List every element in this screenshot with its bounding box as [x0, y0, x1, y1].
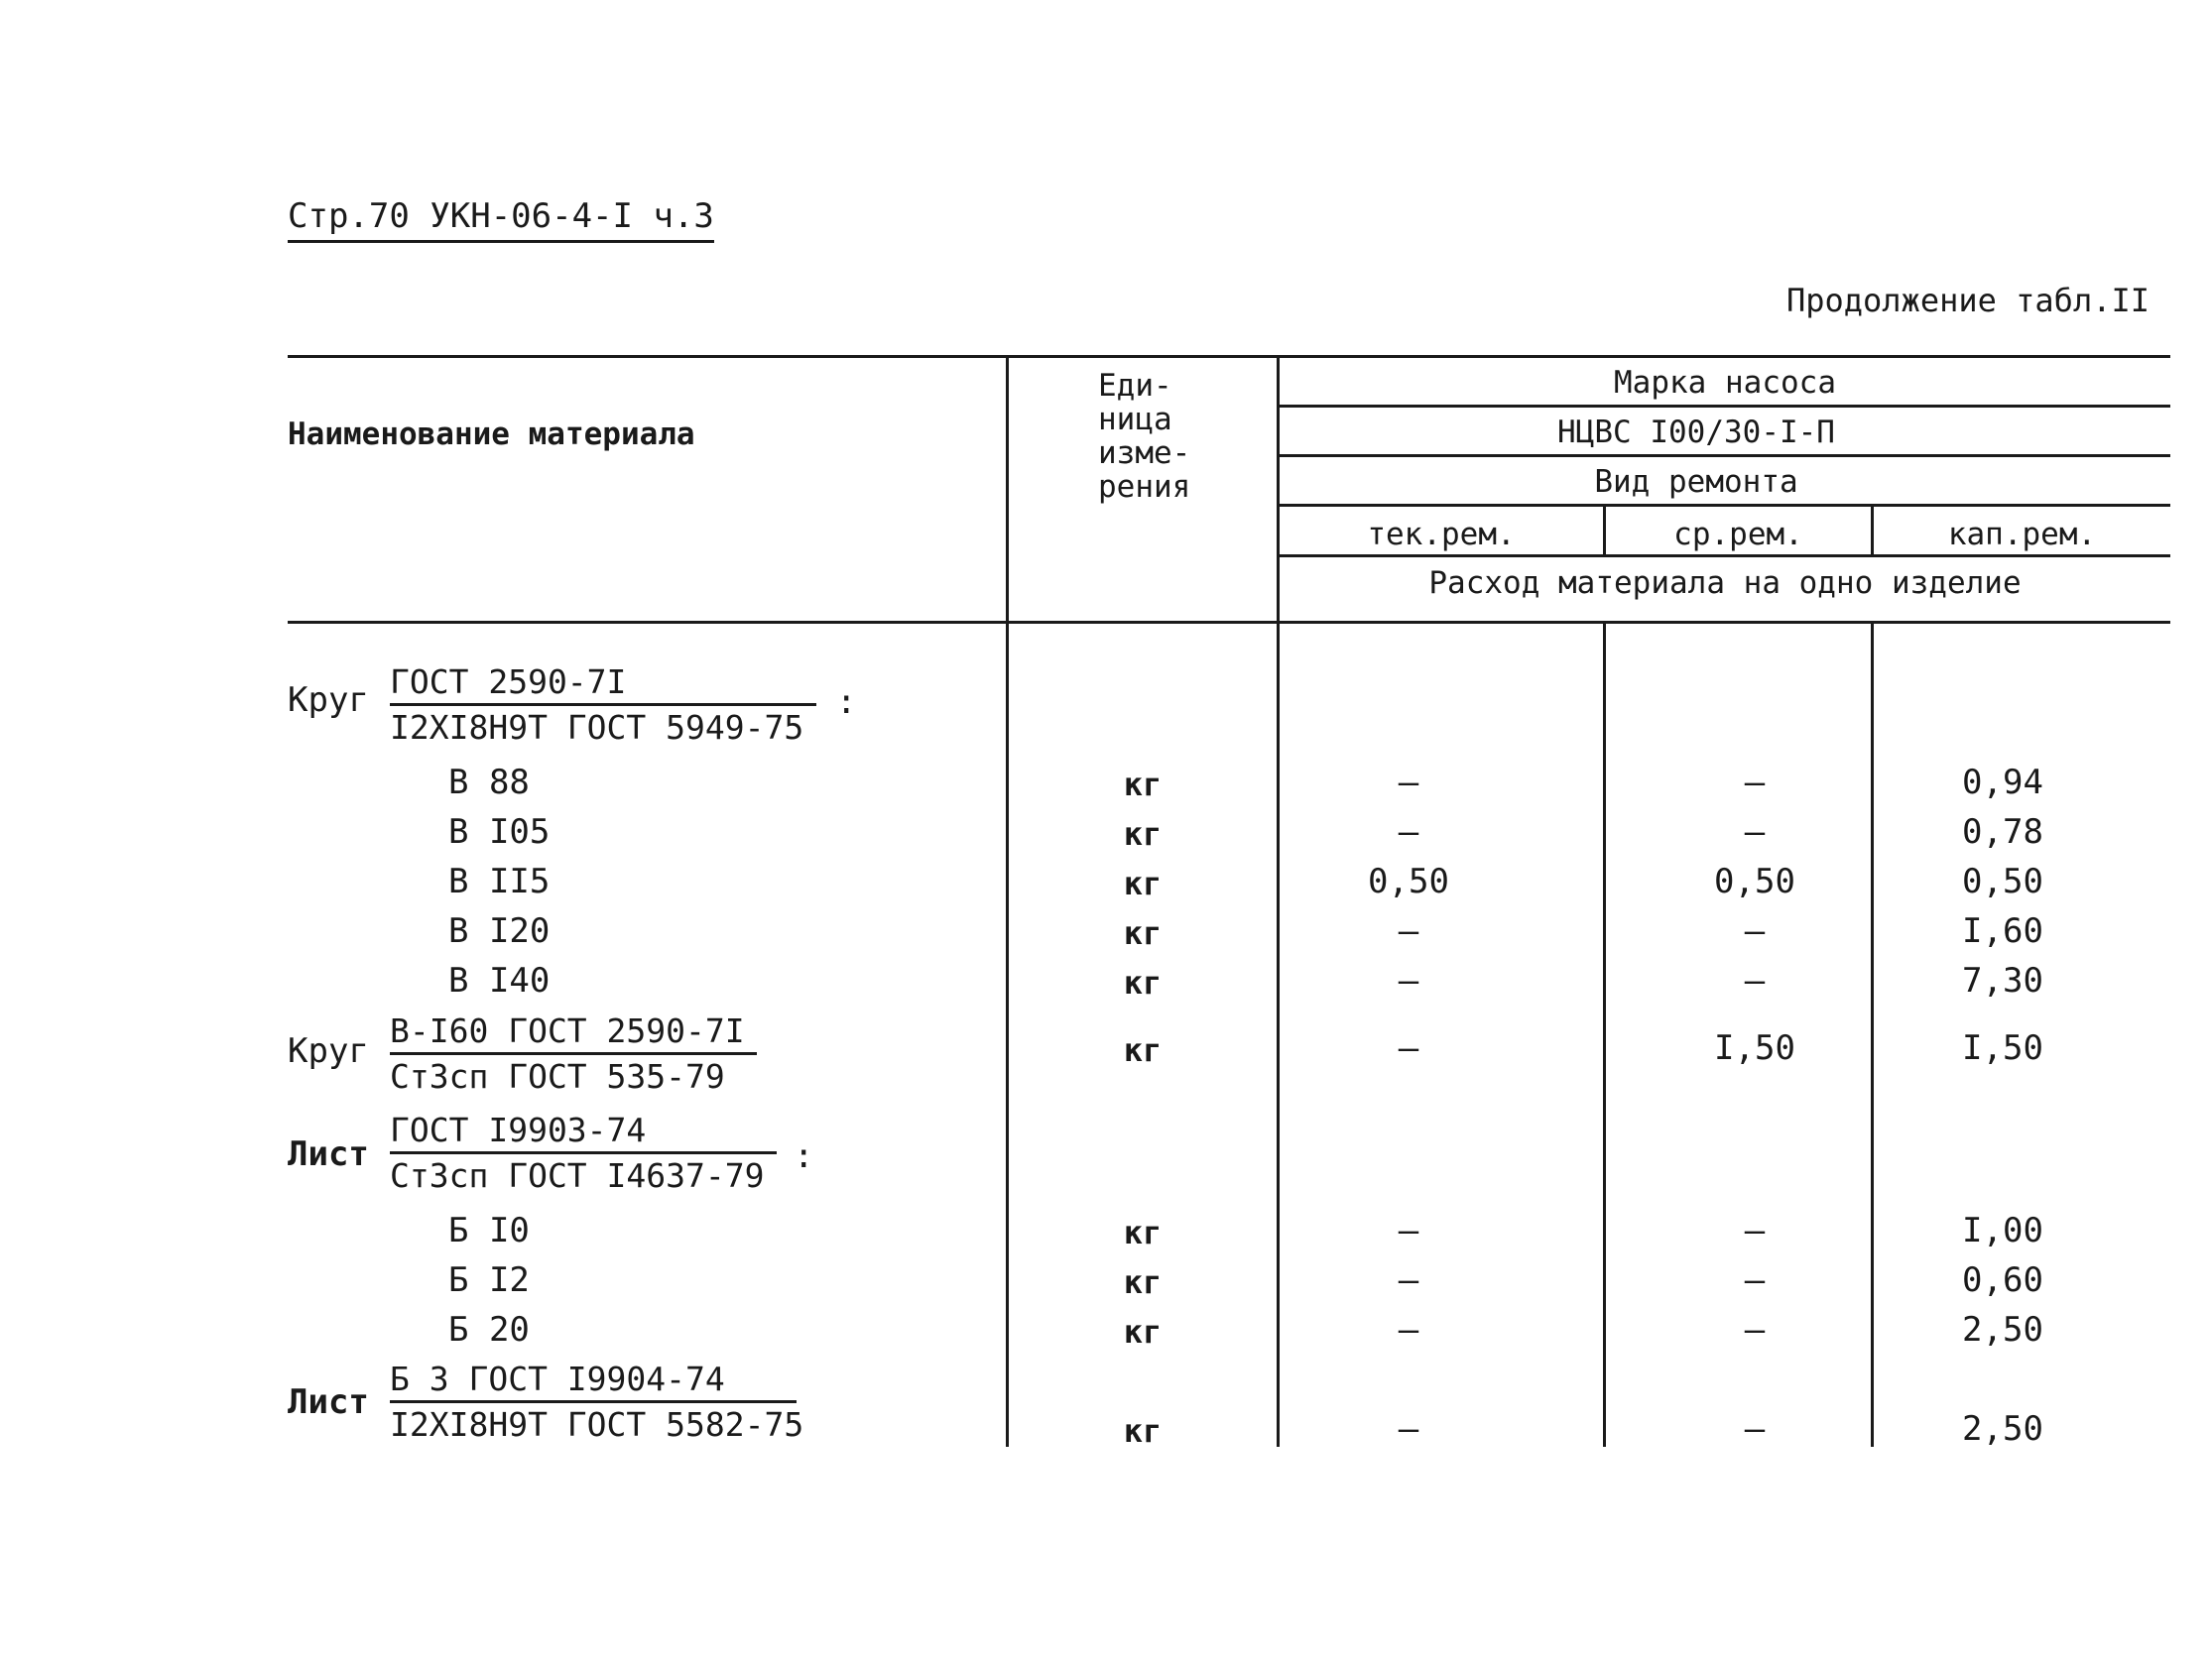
fraction-numerator: ГОСТ 2590-7I	[390, 662, 816, 706]
material-prefix: Лист	[288, 1382, 369, 1422]
row-unit: кг	[1123, 964, 1163, 1002]
row-capital-repair: I,50	[1962, 1028, 2043, 1068]
row-current-repair: –	[1398, 763, 1419, 802]
fraction-denominator: I2XI8H9T ГОСТ 5582-75	[390, 1405, 804, 1444]
material-prefix: Круг	[288, 680, 369, 720]
header-medium-repair: ср.рем.	[1673, 517, 1803, 552]
row-medium-repair: I,50	[1714, 1028, 1795, 1068]
row-material-name: Б I0	[448, 1211, 530, 1250]
row-capital-repair: 0,78	[1962, 812, 2043, 852]
row-material-name: В I20	[448, 911, 551, 951]
unit-header-line: Еди-	[1098, 368, 1172, 404]
header-repair-type: Вид ремонта	[1594, 464, 1798, 500]
row-current-repair: –	[1398, 1028, 1419, 1068]
header-current-repair: тек.рем.	[1367, 517, 1516, 552]
row-material-name: В 88	[448, 763, 530, 802]
material-colon: :	[836, 682, 857, 722]
row-medium-repair: –	[1744, 1310, 1766, 1350]
row-current-repair: –	[1398, 1409, 1419, 1449]
row-unit: кг	[1123, 1031, 1163, 1069]
row-capital-repair: 7,30	[1962, 961, 2043, 1001]
row-medium-repair: –	[1744, 812, 1766, 852]
material-prefix: Лист	[288, 1134, 369, 1174]
material-fraction	[390, 1111, 777, 1195]
row-capital-repair: 2,50	[1962, 1310, 2043, 1350]
row-capital-repair: 0,60	[1962, 1260, 2043, 1300]
row-current-repair: –	[1398, 961, 1419, 1001]
row-unit: кг	[1123, 914, 1163, 952]
row-medium-repair: 0,50	[1714, 862, 1795, 901]
fraction-numerator: ГОСТ I9903-74	[390, 1111, 777, 1154]
row-medium-repair: –	[1744, 911, 1766, 951]
material-prefix: Круг	[288, 1031, 369, 1071]
fraction-numerator: Б 3 ГОСТ I9904-74	[390, 1360, 797, 1403]
header-pump-model: НЦВС I00/30-I-П	[1557, 415, 1835, 450]
material-colon: :	[794, 1136, 814, 1176]
page-reference: Стр.70 УКН-06-4-I ч.3	[288, 196, 714, 243]
row-material-name: В I05	[448, 812, 551, 852]
row-medium-repair: –	[1744, 1211, 1766, 1250]
row-unit: кг	[1123, 1263, 1163, 1301]
row-current-repair: –	[1398, 1260, 1419, 1300]
row-material-name: Б I2	[448, 1260, 530, 1300]
row-capital-repair: 0,50	[1962, 862, 2043, 901]
row-capital-repair: 2,50	[1962, 1409, 2043, 1449]
material-fraction	[390, 1011, 757, 1096]
row-medium-repair: –	[1744, 961, 1766, 1001]
unit-header-line: изме-	[1098, 435, 1191, 471]
row-current-repair: –	[1398, 1211, 1419, 1250]
row-unit: кг	[1123, 1412, 1163, 1450]
row-unit: кг	[1123, 766, 1163, 803]
material-fraction	[390, 662, 816, 747]
unit-header-line: рения	[1098, 469, 1191, 505]
row-medium-repair: –	[1744, 1260, 1766, 1300]
fraction-denominator: Ст3сп ГОСТ 535-79	[390, 1057, 725, 1096]
table-continuation-label: Продолжение табл.II	[1785, 282, 2150, 319]
column-header-material: Наименование материала	[288, 416, 695, 452]
material-fraction	[390, 1360, 804, 1444]
row-capital-repair: I,60	[1962, 911, 2043, 951]
fraction-numerator: В-I60 ГОСТ 2590-7I	[390, 1011, 757, 1055]
row-capital-repair: 0,94	[1962, 763, 2043, 802]
row-material-name: В II5	[448, 862, 551, 901]
row-current-repair: –	[1398, 812, 1419, 852]
row-material-name: В I40	[448, 961, 551, 1001]
column-header-unit	[1098, 369, 1190, 504]
row-medium-repair: –	[1744, 1409, 1766, 1449]
row-unit: кг	[1123, 865, 1163, 902]
row-current-repair: 0,50	[1368, 862, 1449, 901]
row-capital-repair: I,00	[1962, 1211, 2043, 1250]
row-unit: кг	[1123, 815, 1163, 853]
unit-header-line: ница	[1098, 402, 1172, 437]
row-medium-repair: –	[1744, 763, 1766, 802]
row-current-repair: –	[1398, 911, 1419, 951]
row-current-repair: –	[1398, 1310, 1419, 1350]
row-unit: кг	[1123, 1214, 1163, 1251]
header-consumption: Расход материала на одно изделие	[1428, 565, 2022, 601]
header-capital-repair: кап.рем.	[1947, 517, 2097, 552]
row-unit: кг	[1123, 1313, 1163, 1351]
fraction-denominator: Ст3сп ГОСТ I4637-79	[390, 1156, 765, 1195]
fraction-denominator: I2XI8H9T ГОСТ 5949-75	[390, 708, 804, 747]
row-material-name: Б 20	[448, 1310, 530, 1350]
header-pump-brand: Марка насоса	[1614, 365, 1836, 401]
